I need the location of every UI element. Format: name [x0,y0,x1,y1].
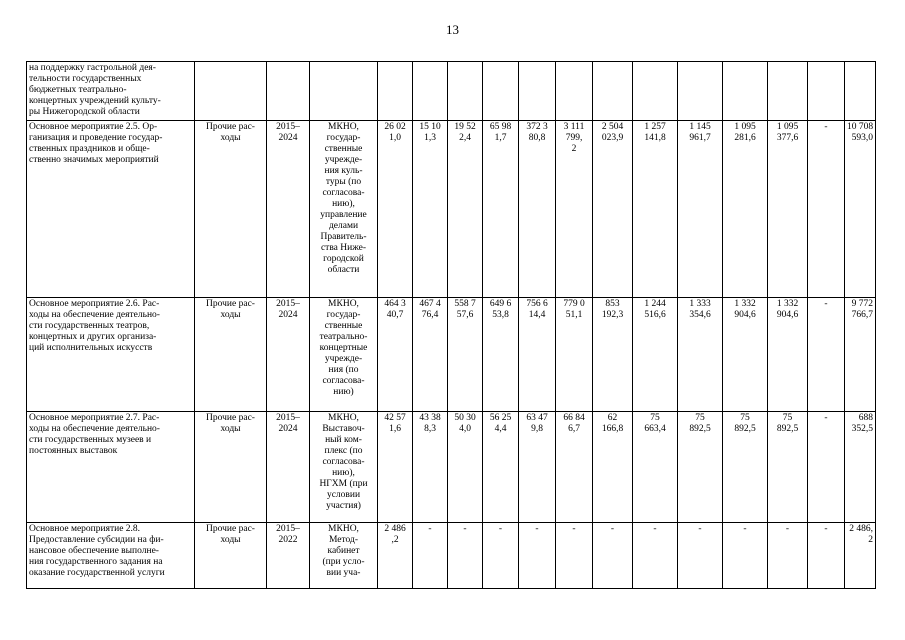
amount-cell: 1 145 961,7 [678,121,723,298]
total-cell: 2 486, 2 [845,523,876,589]
period-cell: 2015– 2022 [267,523,310,589]
amount-cell: 19 52 2,4 [448,121,483,298]
budget-table [26,61,876,589]
executor-cell [310,62,378,121]
amount-cell [633,62,678,121]
period-cell: 2015– 2024 [267,121,310,298]
amount-cell: 62 166,8 [593,412,633,523]
amount-cell [593,62,633,121]
amount-cell: 75 892,5 [678,412,723,523]
amount-cell [808,62,845,121]
page-number: 13 [446,22,459,37]
amount-cell: 1 095 281,6 [723,121,768,298]
amount-cell: - [593,523,633,589]
amount-cell [378,62,413,121]
executor-cell: МКНО, Метод- кабинет (при усло- вии уча- [310,523,378,589]
amount-cell: 1 244 516,6 [633,298,678,412]
total-cell: 10 708 593,0 [845,121,876,298]
amount-cell: 42 57 1,6 [378,412,413,523]
amount-cell: - [413,523,448,589]
amount-cell: - [483,523,519,589]
amount-cell [768,62,808,121]
amount-cell: 779 0 51,1 [556,298,593,412]
total-cell: 688 352,5 [845,412,876,523]
period-cell [267,62,310,121]
amount-cell: 56 25 4,4 [483,412,519,523]
amount-cell: - [768,523,808,589]
executor-cell: МКНО, государ- ственные учрежде- ния куль- туры (по согласова- нию), управление делами Правитель- ства Ниже- городской области [310,121,378,298]
measure-name-cell: Основное мероприятие 2.6. Рас- ходы на обеспечение деятельно- сти государственных театров, концертных и других организа- ций исполнительных искусств [27,298,195,412]
amount-cell: 15 10 1,3 [413,121,448,298]
amount-cell: - [448,523,483,589]
amount-cell: 75 892,5 [768,412,808,523]
total-cell: 9 772 766,7 [845,298,876,412]
table-row [27,121,876,298]
amount-cell: - [808,523,845,589]
measure-name-cell: Основное мероприятие 2.7. Рас- ходы на обеспечение деятельно- сти государственных музеев и постоянных выставок [27,412,195,523]
amount-cell: 467 4 76,4 [413,298,448,412]
amount-cell: - [808,298,845,412]
table-row [27,523,876,589]
measure-name-cell: Основное мероприятие 2.8. Предоставление субсидии на фи- нансовое обеспечение выполне- ния государственного задания на оказание государственной услуги [27,523,195,589]
executor-cell: МКНО, Выставоч- ный ком- плекс (по согласова- нию), НГХМ (при условии участия) [310,412,378,523]
amount-cell: 2 504 023,9 [593,121,633,298]
amount-cell: 464 3 40,7 [378,298,413,412]
amount-cell: 50 30 4,0 [448,412,483,523]
measure-name-cell: на поддержку гастрольной дея- тельности государственных бюджетных театрально- концертных учреждений культу- ры Нижегородской области [27,62,195,121]
amount-cell [483,62,519,121]
amount-cell: 75 892,5 [723,412,768,523]
amount-cell: 558 7 57,6 [448,298,483,412]
amount-cell: 3 111 799, 2 [556,121,593,298]
amount-cell: 1 095 377,6 [768,121,808,298]
expense-type-cell: Прочие рас- ходы [195,298,267,412]
measure-name-cell: Основное мероприятие 2.5. Ор- ганизация и проведение государ- ственных праздников и обще- ственно значимых мероприятий [27,121,195,298]
amount-cell [556,62,593,121]
amount-cell: 63 47 9,8 [519,412,556,523]
amount-cell [519,62,556,121]
amount-cell: 1 257 141,8 [633,121,678,298]
amount-cell: 649 6 53,8 [483,298,519,412]
amount-cell [678,62,723,121]
period-cell: 2015– 2024 [267,412,310,523]
amount-cell: 43 38 8,3 [413,412,448,523]
amount-cell: 1 333 354,6 [678,298,723,412]
amount-cell: 66 84 6,7 [556,412,593,523]
amount-cell: 372 3 80,8 [519,121,556,298]
table-row [27,412,876,523]
amount-cell: - [519,523,556,589]
expense-type-cell: Прочие рас- ходы [195,523,267,589]
table-row [27,298,876,412]
amount-cell: 26 02 1,0 [378,121,413,298]
amount-cell: - [556,523,593,589]
executor-cell: МКНО, государ- ственные театрально- концертные учрежде- ния (по согласова- нию) [310,298,378,412]
expense-type-cell: Прочие рас- ходы [195,121,267,298]
table-row [27,62,876,121]
total-cell [845,62,876,121]
expense-type-cell [195,62,267,121]
amount-cell: 853 192,3 [593,298,633,412]
period-cell: 2015– 2024 [267,298,310,412]
amount-cell: 1 332 904,6 [768,298,808,412]
amount-cell: 1 332 904,6 [723,298,768,412]
amount-cell: 2 486 ,2 [378,523,413,589]
amount-cell [413,62,448,121]
amount-cell: - [808,121,845,298]
amount-cell: - [633,523,678,589]
amount-cell: - [723,523,768,589]
amount-cell [723,62,768,121]
amount-cell [448,62,483,121]
expense-type-cell: Прочие рас- ходы [195,412,267,523]
amount-cell: 75 663,4 [633,412,678,523]
amount-cell: 756 6 14,4 [519,298,556,412]
amount-cell: - [808,412,845,523]
amount-cell: 65 98 1,7 [483,121,519,298]
amount-cell: - [678,523,723,589]
